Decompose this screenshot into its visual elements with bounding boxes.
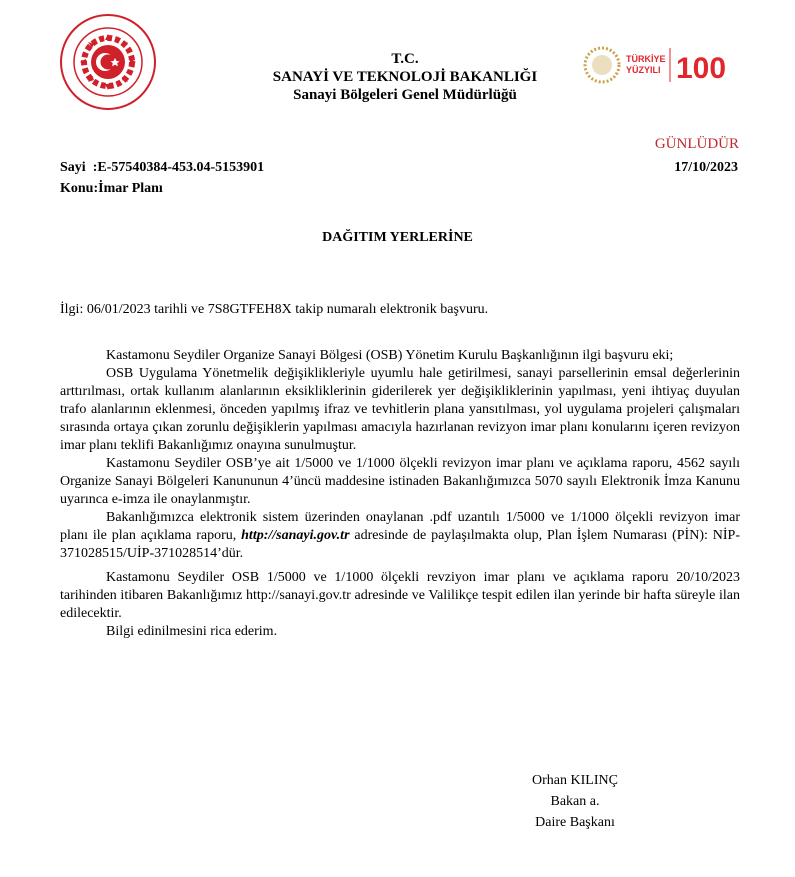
- sanayi-link[interactable]: http://sanayi.gov.tr: [241, 528, 350, 543]
- header-directorate: Sanayi Bölgeleri Genel Müdürlüğü: [293, 87, 517, 103]
- paragraph-2: OSB Uygulama Yönetmelik değişiklikleriyle uyumlu hale getirilmesi, sanayi parsellerinin emsal değerlerinin arttırılması, ortak kullanım alanlarının eksikliklerinin giderilerek yer değişikliklerinin yapılması, yeni ihtiyaç duyulan trafo alanlarının eklenmesi, önceden yapılmış ifraz ve tevhitlerin plana yansıtılması, yol uygulama projeleri çalışmaları sırasında ortaya çıkan zorunlu değişiklerin yapılması amacıyla hazırlanan revizyon imar planı konularını içeren revizyon imar planı teklifi Bakanlığımız onayına sunulmuştur.: [60, 366, 740, 453]
- logo-text-bottom: YÜZYILI: [626, 65, 661, 75]
- paragraph-3: Kastamonu Seydiler OSB’ye ait 1/5000 ve 1/1000 ölçekli revizyon imar planı ve açıklama raporu, 4562 sayılı Organize Sanayi Bölgeleri Kanununun 4’üncü maddesine istinaden Bakanlığımızca 5070 sayılı Elektronik İmza Kanunu uyarınca e-imza ile onaylanmıştır.: [60, 456, 740, 507]
- reference-line: İlgi: 06/01/2023 tarihli ve 7S8GTFEH8X takip numaralı elektronik başvuru.: [60, 302, 489, 317]
- paragraph-6: Bilgi edinilmesini rica ederim.: [106, 624, 278, 639]
- document-date: 17/10/2023: [674, 160, 738, 175]
- signatory-title: Daire Başkanı: [535, 815, 615, 830]
- logo-text-top: TÜRKİYE: [626, 54, 666, 64]
- logo-number: 100: [676, 52, 727, 85]
- konu-value: :İmar Planı: [93, 181, 163, 196]
- priority-label: GÜNLÜDÜR: [654, 136, 739, 152]
- recipient-title: DAĞITIM YERLERİNE: [322, 230, 473, 245]
- turkiye-yuzyili-logo: [582, 40, 752, 90]
- ministry-seal-logo: [58, 12, 158, 112]
- paragraph-1: Kastamonu Seydiler Organize Sanayi Bölgesi (OSB) Yönetim Kurulu Başkanlığının ilgi başvuru eki;: [106, 348, 674, 363]
- sayi-label: Sayi: [60, 160, 86, 175]
- header-ministry: SANAYİ VE TEKNOLOJİ BAKANLIĞI: [272, 69, 538, 85]
- sayi-value: :E-57540384-453.04-5153901: [92, 160, 265, 175]
- document-subject: [60, 181, 163, 197]
- letter-body: [60, 347, 740, 641]
- konu-label: Konu: [60, 181, 94, 196]
- header-tc: T.C.: [391, 51, 419, 67]
- paragraph-4-start: Bakanlığımızca elektronik sistem üzerinden onaylanan .pdf uzantılı 1/5000 ve 1/1000 ölçekli revizyon imar planı ile plan açıklama raporu,: [60, 510, 740, 543]
- paragraph-4-end: adresinde de paylaşılmakta olup, Plan İşlem Numarası (PİN): NİP-371028515/UİP-371028514’dür.: [60, 528, 740, 561]
- paragraph-5: Kastamonu Seydiler OSB 1/5000 ve 1/1000 ölçekli revziyon imar planı ve açıklama raporu 20/10/2023 tarihinden itibaren Bakanlığımız http://sanayi.gov.tr adresinde ve Valilikçe tespit edilen ilan yerinde bir hafta süreyle ilan edilecektir.: [60, 570, 740, 621]
- signatory-name: Orhan KILINÇ: [532, 773, 618, 788]
- organization-header: [240, 50, 570, 104]
- paragraph-4: [60, 509, 740, 563]
- signatory-role: Bakan a.: [550, 794, 600, 809]
- signature-block: [510, 770, 640, 833]
- document-number: [60, 160, 264, 176]
